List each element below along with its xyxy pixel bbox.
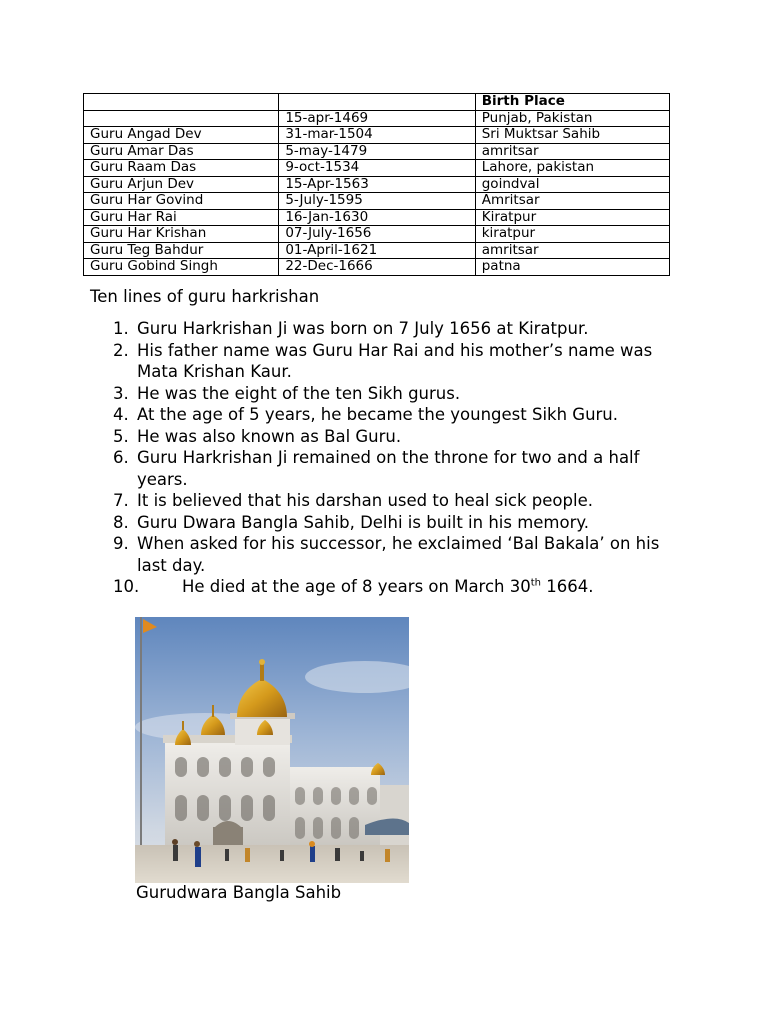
list-item-text: Guru Harkrishan Ji was born on 7 July 1656 at Kiratpur. [137, 319, 589, 338]
header-cell-date [279, 94, 475, 111]
gurudwara-photo [135, 617, 409, 883]
cell-date: 31-mar-1504 [279, 127, 475, 144]
list-item-text: He died at the age of 8 years on March 30 [182, 577, 531, 596]
list-item-text: It is believed that his darshan used to heal sick people. [137, 491, 593, 510]
cell-date: 16-Jan-1630 [279, 209, 475, 226]
cell-place: amritsar [475, 242, 669, 259]
table-row [84, 193, 670, 210]
cell-date: 9-oct-1534 [279, 160, 475, 177]
cell-date: 15-apr-1469 [279, 110, 475, 127]
list-item [110, 404, 690, 426]
table-row [84, 127, 670, 144]
list-item-number: 8. [113, 512, 129, 532]
list-item-text: Guru Dwara Bangla Sahib, Delhi is built in his memory. [137, 512, 590, 532]
photo-caption: Gurudwara Bangla Sahib [136, 883, 342, 902]
cell-date: 22-Dec-1666 [279, 259, 475, 276]
table-row [84, 176, 670, 193]
cell-date: 5-July-1595 [279, 193, 475, 210]
guru-table [83, 93, 670, 276]
cell-name: Guru Teg Bahdur [84, 242, 279, 259]
cell-date: 01-April-1621 [279, 242, 475, 259]
facts-list [110, 318, 690, 598]
cell-place: Lahore, pakistan [475, 160, 669, 177]
cell-date: 07-July-1656 [279, 226, 475, 243]
table-row [84, 226, 670, 243]
cell-place: Sri Muktsar Sahib [475, 127, 669, 144]
table-row [84, 259, 670, 276]
list-item-text: His father name was Guru Har Rai and his mother’s name was Mata Krishan Kaur. [137, 340, 653, 381]
gurudwara-illustration [135, 617, 409, 883]
cell-place: Punjab, Pakistan [475, 110, 669, 127]
cell-place: Kiratpur [475, 209, 669, 226]
cell-date: 15-Apr-1563 [279, 176, 475, 193]
cell-place: kiratpur [475, 226, 669, 243]
cell-name: Guru Har Krishan [84, 226, 279, 243]
list-item-number: 3. [113, 383, 129, 403]
list-item [110, 318, 690, 340]
cell-date: 5-may-1479 [279, 143, 475, 160]
header-cell-birth-place: Birth Place [475, 94, 669, 111]
cell-name: Guru Har Govind [84, 193, 279, 210]
cell-place: Amritsar [475, 193, 669, 210]
cell-name: Guru Amar Das [84, 143, 279, 160]
list-item-text: He was also known as Bal Guru. [137, 426, 402, 446]
cell-name: Guru Gobind Singh [84, 259, 279, 276]
cell-place: amritsar [475, 143, 669, 160]
list-item [110, 576, 690, 598]
cell-name [84, 110, 279, 127]
list-item-number: 9. [113, 534, 129, 553]
list-item-number: 1. [113, 319, 129, 338]
cell-name: Guru Raam Das [84, 160, 279, 177]
list-item [110, 340, 690, 383]
cell-place: goindval [475, 176, 669, 193]
list-item [110, 447, 690, 490]
list-item-text: When asked for his successor, he exclaimed ‘Bal Bakala’ on his last day. [137, 534, 660, 575]
list-item-number: 6. [113, 448, 129, 467]
table-row [84, 209, 670, 226]
list-item-text: Guru Harkrishan Ji remained on the throne for two and a half years. [137, 448, 640, 489]
cell-name: Guru Har Rai [84, 209, 279, 226]
list-item-number: 2. [113, 340, 129, 360]
table-row [84, 160, 670, 177]
section-heading: Ten lines of guru harkrishan [90, 287, 320, 306]
superscript: th [530, 577, 542, 589]
cell-name: Guru Angad Dev [84, 127, 279, 144]
list-item [110, 383, 690, 405]
list-item-number: 5. [113, 426, 129, 446]
table-row [84, 110, 670, 127]
list-item-text-end: 1664. [541, 577, 594, 596]
list-item [110, 426, 690, 448]
cell-name: Guru Arjun Dev [84, 176, 279, 193]
header-cell-name [84, 94, 279, 111]
table-row [84, 242, 670, 259]
table-row [84, 143, 670, 160]
list-item-number: 7. [113, 491, 129, 510]
list-item-number: 10. [113, 577, 140, 596]
list-item-number: 4. [113, 405, 129, 424]
list-item-text: At the age of 5 years, he became the youngest Sikh Guru. [137, 405, 619, 424]
list-item [110, 533, 690, 576]
list-item-text: He was the eight of the ten Sikh gurus. [137, 383, 461, 403]
cell-place: patna [475, 259, 669, 276]
list-item [110, 512, 690, 534]
list-item [110, 490, 690, 512]
table-header-row [84, 94, 670, 111]
